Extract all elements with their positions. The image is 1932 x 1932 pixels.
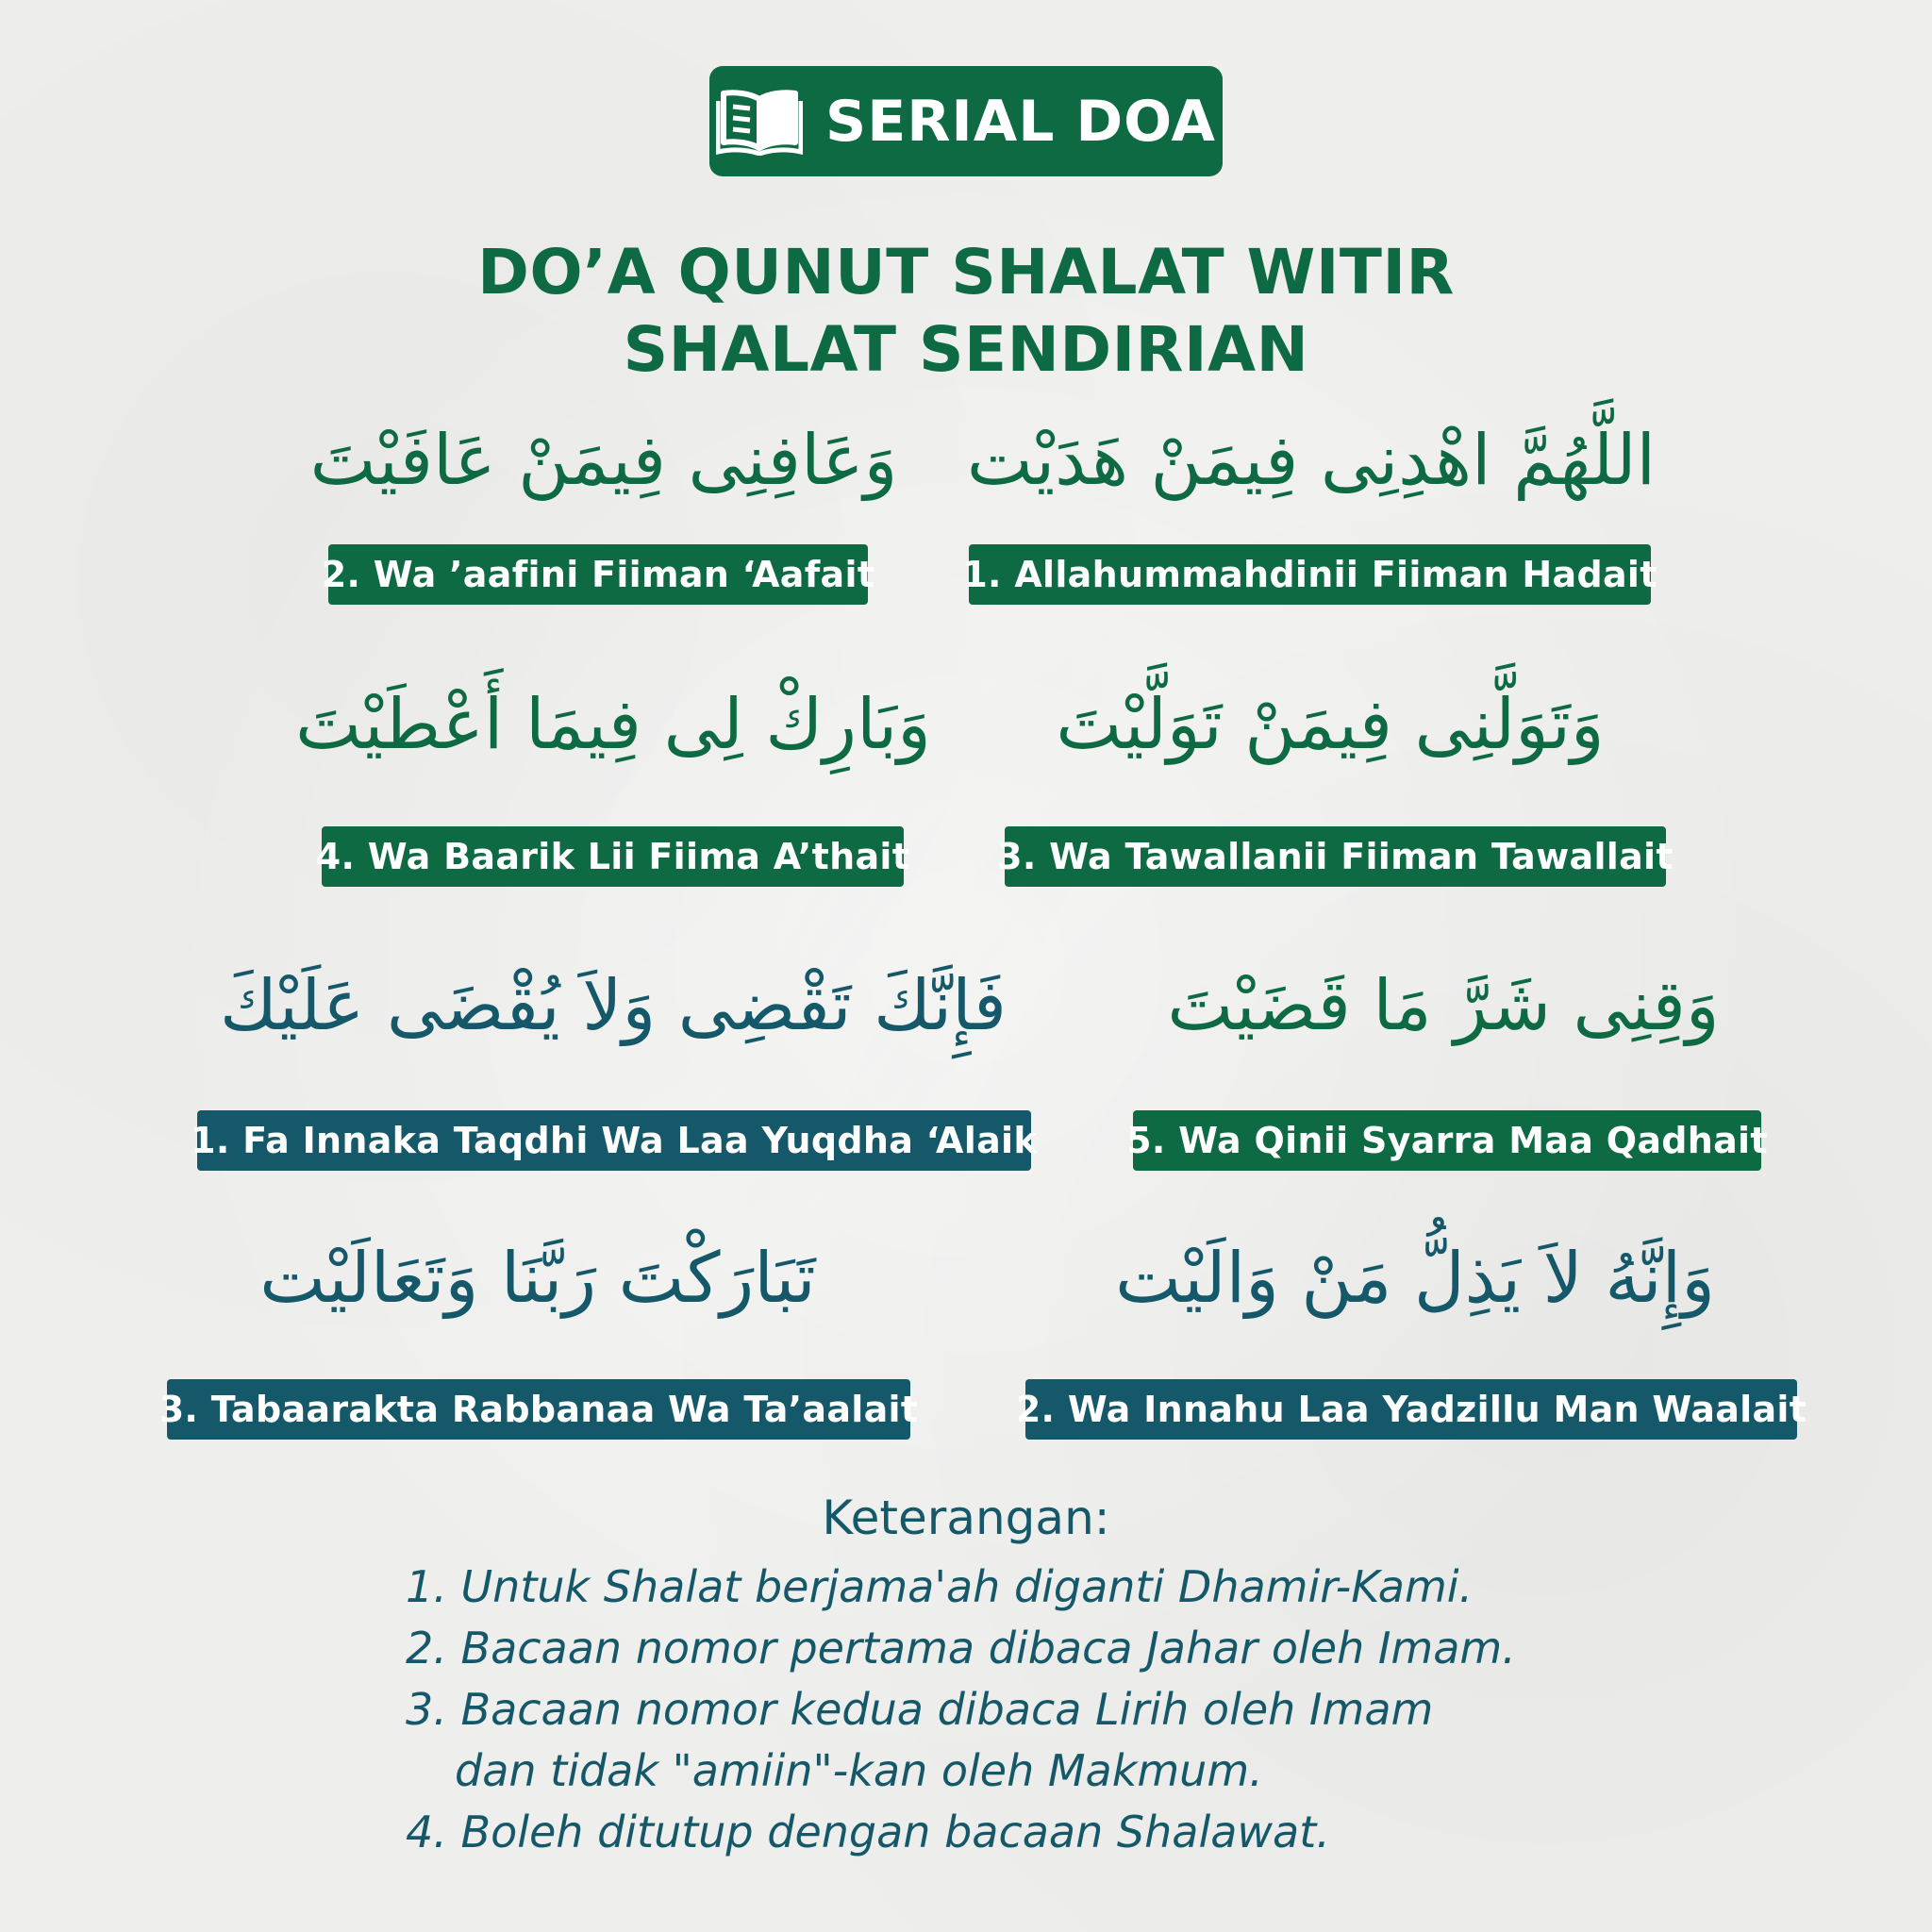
note-item-continuation: dan tidak "amiin"-kan oleh Makmum. [455, 1745, 1263, 1796]
open-book-icon [716, 88, 803, 156]
notes-heading: Keterangan: [822, 1491, 1110, 1545]
latin-prayer-6: 1. Fa Innaka Taqdhi Wa Laa Yuqdha ‘Alaik [197, 1110, 1031, 1171]
notes-list [406, 1557, 1632, 1863]
note-item: 1. Untuk Shalat berjama'ah diganti Dhamir-Kami. [406, 1561, 1474, 1612]
latin-prayer-3: 3. Wa Tawallanii Fiiman Tawallait [1005, 826, 1666, 887]
badge-title: SERIAL DOA [825, 88, 1216, 155]
serial-doa-badge [709, 66, 1223, 176]
arabic-prayer-7: وَإِنَّهُ لاَ يَذِلُّ مَنْ وَالَيْت [1115, 1238, 1715, 1319]
latin-prayer-2: 2. Wa ’aafini Fiiman ‘Aafait [328, 544, 868, 605]
arabic-prayer-2: وَعَافِنِى فِيمَنْ عَافَيْتَ [309, 420, 898, 501]
page-title-line-2: SHALAT SENDIRIAN [623, 313, 1309, 386]
arabic-prayer-8: تَبَارَكْتَ رَبَّنَا وَتَعَالَيْت [259, 1238, 816, 1319]
latin-prayer-7: 2. Wa Innahu Laa Yadzillu Man Waalait [1025, 1379, 1797, 1440]
note-item: 2. Bacaan nomor pertama dibaca Jahar oleh Imam. [406, 1623, 1516, 1674]
arabic-prayer-6: فَإِنَّكَ تَقْضِى وَلاَ يُقْضَى عَلَيْكَ [219, 965, 1008, 1046]
arabic-prayer-1: اللَّهُمَّ اهْدِنِى فِيمَنْ هَدَيْت [966, 420, 1657, 501]
latin-prayer-5: 5. Wa Qinii Syarra Maa Qadhait [1133, 1110, 1761, 1171]
note-item: 4. Boleh ditutup dengan bacaan Shalawat. [406, 1807, 1330, 1857]
latin-prayer-1: 1. Allahummahdinii Fiiman Hadait [969, 544, 1651, 605]
arabic-prayer-4: وَبَارِكْ لِى فِيمَا أَعْطَيْتَ [295, 684, 931, 765]
note-item: 3. Bacaan nomor kedua dibaca Lirih oleh Imam [406, 1684, 1434, 1735]
page-title-line-1: DO’A QUNUT SHALAT WITIR [477, 236, 1455, 308]
arabic-prayer-5: وَقِنِى شَرَّ مَا قَضَيْتَ [1167, 965, 1720, 1046]
latin-prayer-8: 3. Tabaarakta Rabbanaa Wa Ta’aalait [167, 1379, 910, 1440]
latin-prayer-4: 4. Wa Baarik Lii Fiima A’thait [322, 826, 904, 887]
arabic-prayer-3: وَتَوَلَّنِى فِيمَنْ تَوَلَّيْتَ [1056, 684, 1605, 765]
